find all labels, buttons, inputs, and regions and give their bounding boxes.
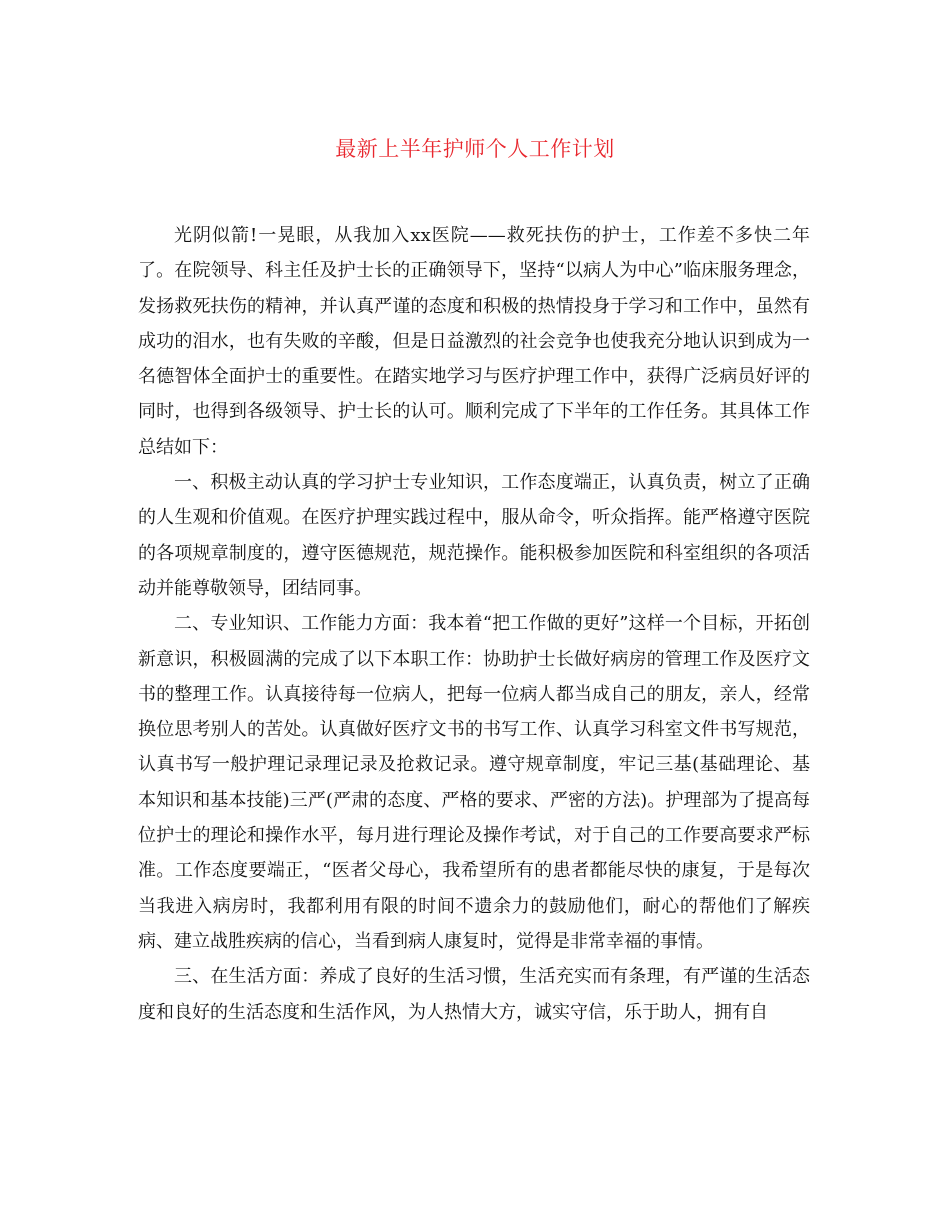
- document-body: [138, 218, 810, 1030]
- document-title: 最新上半年护师个人工作计划: [335, 137, 615, 161]
- paragraph-section-3: 三、在生活方面：养成了良好的生活习惯，生活充实而有条理，有严谨的生活态度和良好的生活态度和生活作风，为人热情大方，诚实守信，乐于助人，拥有自: [138, 966, 810, 1023]
- paragraph-section-1: 一、积极主动认真的学习护士专业知识，工作态度端正，认真负责，树立了正确的人生观和价值观。在医疗护理实践过程中，服从命令，听众指挥。能严格遵守医院的各项规章制度的，遵守医德规范，规范操作。能积极参加医院和科室组织的各项活动并能尊敬领导，团结同事。: [138, 472, 810, 599]
- paragraph-section-2: 二、专业知识、工作能力方面：我本着“把工作做的更好”这样一个目标，开拓创新意识，积极圆满的完成了以下本职工作：协助护士长做好病房的管理工作及医疗文书的整理工作。认真接待每一位病人，把每一位病人都当成自己的朋友，亲人，经常换位思考别人的苦处。认真做好医疗文书的书写工作、认真学习科室文件书写规范，认真书写一般护理记录理记录及抢救记录。遵守规章制度，牢记三基(基础理论、基本知识和基本技能)三严(严肃的态度、严格的要求、严密的方法)。护理部为了提高每位护士的理论和操作水平，每月进行理论及操作考试，对于自己的工作要高要求严标准。工作态度要端正，“医者父母心，我希望所有的患者都能尽快的康复，于是每次当我进入病房时，我都利用有限的时间不遗余力的鼓励他们，耐心的帮他们了解疾病、建立战胜疾病的信心，当看到病人康复时，觉得是非常幸福的事情。: [138, 613, 810, 952]
- paragraph-intro: 光阴似箭!一晃眼，从我加入xx医院——救死扶伤的护士，工作差不多快二年了。在院领导、科主任及护士长的正确领导下，坚持“以病人为中心”临床服务理念，发扬救死扶伤的精神，并认真严谨的态度和积极的热情投身于学习和工作中，虽然有成功的泪水，也有失败的辛酸，但是日益激烈的社会竞争也使我充分地认识到成为一名德智体全面护士的重要性。在踏实地学习与医疗护理工作中，获得广泛病员好评的同时，也得到各级领导、护士长的认可。顺利完成了下半年的工作任务。其具体工作总结如下：: [138, 225, 810, 458]
